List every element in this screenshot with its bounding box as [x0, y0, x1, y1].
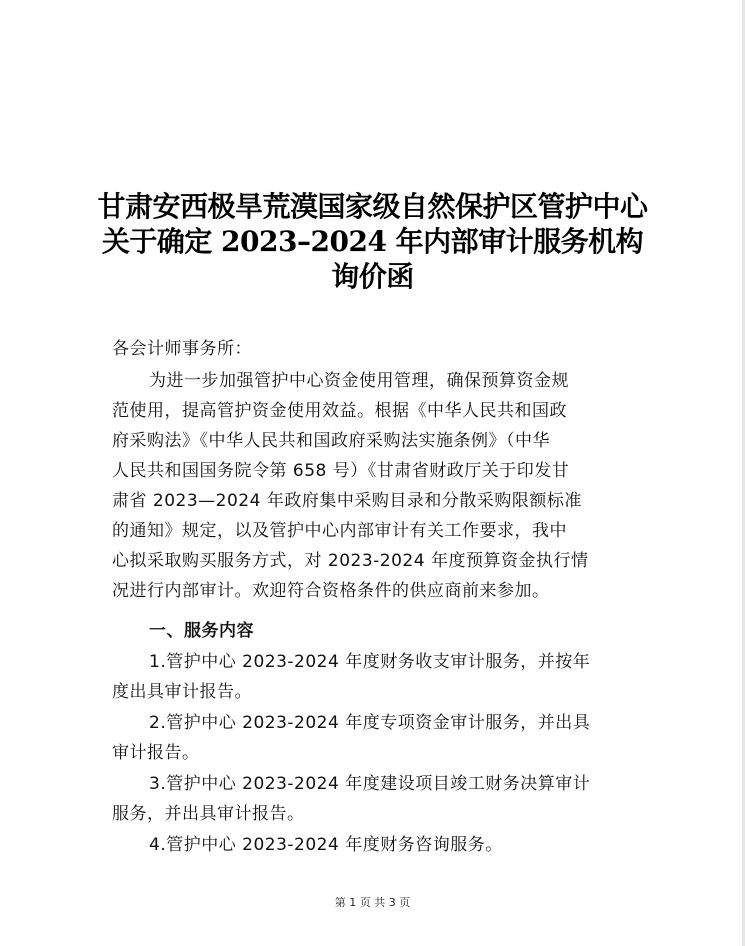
- document-title-line-2: 关于确定 2023–2024 年内部审计服务机构: [101, 225, 644, 258]
- page-footer: 第 1 页 共 3 页: [334, 896, 411, 909]
- paragraph-line: 范使用，提高管护资金使用效益。根据《中华人民共和国政: [112, 401, 567, 421]
- paragraph-line: 肃省 2023—2024 年政府集中采购目录和分散采购限额标准: [112, 491, 582, 511]
- document-title-line-3: 询价函: [331, 260, 414, 293]
- section-heading: 一、服务内容: [149, 621, 254, 641]
- service-item-line: 1.管护中心 2023-2024 年度财务收支审计服务，并按年: [149, 652, 591, 672]
- paragraph-line: 心拟采取购买服务方式，对 2023-2024 年度预算资金执行情: [112, 551, 589, 571]
- paragraph-line: 人民共和国国务院令第 658 号）《甘肃省财政厅关于印发甘: [112, 461, 570, 481]
- salutation: 各会计师事务所：: [112, 339, 252, 359]
- paragraph-line: 的通知》规定，以及管护中心内部审计有关工作要求，我中: [112, 521, 567, 541]
- paragraph-line: 为进一步加强管护中心资金使用管理，确保预算资金规: [149, 371, 569, 391]
- paragraph-line: 况进行内部审计。欢迎符合资格条件的供应商前来参加。: [112, 581, 550, 601]
- service-item-line: 度出具审计报告。: [112, 682, 252, 702]
- service-item-line: 审计报告。: [112, 743, 200, 763]
- service-item-line: 3.管护中心 2023-2024 年度建设项目竣工财务决算审计: [149, 774, 591, 794]
- service-item-line: 4.管护中心 2023-2024 年度财务咨询服务。: [149, 835, 503, 855]
- service-item-line: 服务，并出具审计报告。: [112, 804, 305, 824]
- document-title-line-1: 甘肃安西极旱荒漠国家级自然保护区管护中心: [97, 190, 648, 223]
- service-item-line: 2.管护中心 2023-2024 年度专项资金审计服务，并出具: [149, 713, 591, 733]
- paragraph-line: 府采购法》《中华人民共和国政府采购法实施条例》（中华: [112, 431, 550, 451]
